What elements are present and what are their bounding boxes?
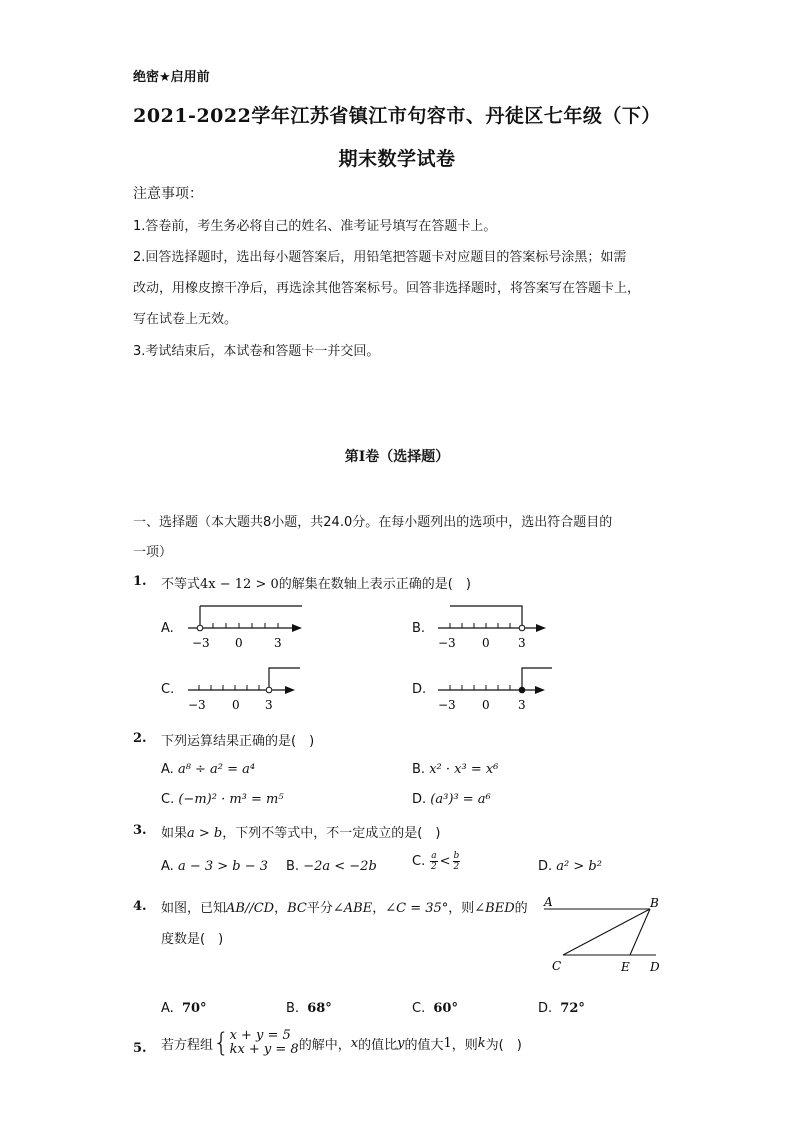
q4-option-d-value: 72°	[560, 1001, 585, 1016]
q2-option-a	[161, 762, 255, 777]
q2-option-c	[161, 792, 284, 807]
q5-var-y: y	[397, 1035, 405, 1051]
q5-eq2: kx + y = 8	[229, 1042, 299, 1057]
question-3-cond: a > b	[187, 826, 223, 841]
q4-line-be	[630, 909, 650, 955]
question-5-text	[161, 1029, 522, 1057]
question-3-text-b: ，下列不等式中，不一定成立的是( )	[222, 826, 441, 841]
q1a-open-point	[197, 625, 203, 631]
q3-c-num2: b	[453, 851, 460, 861]
question-1-expr: 4x − 12 > 0	[200, 577, 279, 592]
q4-point-d: D	[650, 960, 660, 974]
q4-option-c	[412, 1001, 458, 1016]
q1d-label-neg3: −3	[438, 698, 456, 712]
q2-option-b-label: B.	[412, 762, 426, 777]
q5-text-f: 为( )	[485, 1037, 522, 1053]
question-3-number: 3.	[133, 823, 147, 838]
q1c-bound	[269, 668, 300, 690]
q5-brace: {	[213, 1028, 230, 1058]
q2-option-b	[412, 762, 498, 777]
q3-option-c-frac2	[453, 851, 461, 872]
q4-option-b-label: B.	[286, 1001, 300, 1016]
q3-c-den1: 2	[431, 862, 437, 872]
notice-item-1: 1.答卷前，考生务必将自己的姓名、准考证号填写在答题卡上。	[133, 219, 497, 234]
q4-text-f: ∠ABE	[332, 901, 373, 916]
q4-option-a-label: A.	[161, 1001, 174, 1016]
q3-option-d-label: D.	[538, 859, 553, 874]
q1-option-c-numberline	[180, 664, 305, 716]
q4-text-d: BC	[287, 901, 307, 916]
q1c-label-3: 3	[265, 698, 273, 712]
q5-text-b: 的解中，	[298, 1037, 351, 1053]
q5-text-e: ，则	[451, 1037, 478, 1053]
q5-text-d: 的值大	[404, 1037, 444, 1053]
q2-option-a-label: A.	[161, 762, 174, 777]
q3-option-d	[538, 859, 602, 874]
q1-option-a-numberline	[180, 600, 305, 652]
q4-option-b-value: 68°	[307, 1001, 332, 1016]
q1-option-a-label: A.	[161, 621, 174, 636]
q1c-arrow	[285, 686, 295, 694]
q5-text-a: 若方程组	[161, 1037, 214, 1053]
q4-point-c: C	[552, 959, 562, 973]
q4-text-k: 的	[514, 901, 528, 916]
q4-text-i: ，则	[448, 901, 475, 916]
q1a-label-3: 3	[274, 636, 282, 650]
q1b-label-neg3: −3	[438, 636, 456, 650]
exam-title-line2: 期末数学试卷	[338, 148, 456, 170]
question-4-text-line1	[161, 897, 528, 916]
question-3-text-a: 如果	[161, 826, 188, 841]
q3-option-c-label: C.	[412, 854, 426, 869]
notice-item-2-line2: 改动，用橡皮擦干净后，再选涂其他答案标号。回答非选择题时，将答案写在答题卡上，	[133, 281, 641, 296]
question-1-text	[161, 573, 471, 592]
q1-option-c-label: C.	[161, 682, 175, 697]
q2-option-a-expr: a⁸ ÷ a² = a⁴	[177, 762, 256, 777]
question-3-text	[161, 822, 440, 841]
q3-option-d-expr: a² > b²	[556, 859, 602, 874]
q3-option-b-label: B.	[286, 859, 300, 874]
q4-option-a	[161, 1001, 207, 1016]
q1d-solid-point	[519, 687, 525, 693]
q3-option-a	[161, 859, 268, 874]
q3-option-a-label: A.	[161, 859, 174, 874]
q1-option-b-numberline	[428, 600, 553, 652]
question-5-number: 5.	[133, 1041, 147, 1056]
q5-var-x: x	[350, 1035, 359, 1051]
q3-c-num1: a	[431, 851, 437, 861]
q4-option-c-value: 60°	[433, 1001, 458, 1016]
q2-option-d-label: D.	[412, 792, 427, 807]
q4-option-c-label: C.	[412, 1001, 426, 1016]
q1d-arrow	[535, 686, 545, 694]
q4-geometry-figure	[538, 892, 668, 977]
q1b-arrow	[536, 624, 546, 632]
q1a-label-0: 0	[235, 636, 243, 650]
exam-title-line1: 2021-2022学年江苏省镇江市句容市、丹徒区七年级（下）	[133, 105, 661, 127]
question-4-number: 4.	[133, 899, 147, 914]
q1b-label-0: 0	[482, 636, 490, 650]
question-1-text-b: 的解集在数轴上表示正确的是( )	[278, 577, 471, 592]
part1-heading-line2: 一项）	[133, 545, 173, 560]
q1b-ticks	[450, 623, 510, 628]
q3-option-b	[286, 859, 377, 874]
q5-var-k: k	[477, 1035, 486, 1051]
q4-option-a-value: 70°	[181, 1001, 207, 1016]
q1-option-d-label: D.	[412, 682, 427, 697]
q4-text-b: AB//CD	[226, 901, 275, 916]
q1d-label-0: 0	[482, 698, 490, 712]
part1-heading-line1: 一、选择题（本大题共8小题，共24.0分。在每小题列出的选项中，选出符合题目的	[133, 515, 613, 530]
q1-option-b-label: B.	[412, 621, 426, 636]
q4-option-d	[538, 1001, 585, 1016]
q3-option-b-expr: −2a < −2b	[303, 859, 377, 874]
q5-one: 1	[443, 1035, 452, 1051]
q1-option-d-numberline	[428, 664, 553, 716]
question-2-number: 2.	[133, 731, 147, 746]
q2-option-b-expr: x² · x³ = x⁶	[429, 762, 499, 777]
q1c-label-neg3: −3	[188, 698, 206, 712]
q4-text-j: ∠BED	[474, 901, 515, 916]
q3-c-rel: <	[439, 854, 451, 869]
q1d-ticks	[450, 685, 510, 690]
q1a-ticks	[213, 623, 278, 628]
confidential-mark: 绝密★启用前	[133, 70, 210, 85]
question-1-text-a: 不等式	[161, 577, 201, 592]
q1d-label-3: 3	[518, 698, 526, 712]
q4-line-bc	[563, 909, 650, 955]
q4-text-e: 平分	[306, 901, 333, 916]
q3-option-c-frac1	[430, 851, 437, 872]
q1d-bound	[522, 668, 552, 690]
q1b-open-point	[519, 625, 525, 631]
q2-option-c-label: C.	[161, 792, 175, 807]
q4-point-a: A	[544, 895, 553, 909]
q3-c-den2: 2	[453, 862, 460, 872]
notice-item-3: 3.考试结束后，本试卷和答题卡一并交回。	[133, 344, 380, 359]
q4-option-b	[286, 1001, 332, 1016]
q1a-label-neg3: −3	[192, 636, 210, 650]
q5-text-c: 的值比	[358, 1037, 398, 1053]
notice-item-2-line1: 2.回答选择题时，选出每小题答案后，用铅笔把答题卡对应题目的答案标号涂黑；如需	[133, 250, 627, 265]
section-title: 第I卷（选择题）	[344, 449, 450, 465]
q3-option-c	[412, 851, 460, 872]
q4-point-b: B	[650, 896, 659, 910]
q4-text-h: ∠C = 35°	[385, 901, 449, 916]
question-4-text-line2: 度数是( )	[161, 932, 224, 947]
q1c-ticks	[199, 685, 259, 690]
q1a-arrow	[292, 624, 302, 632]
q2-option-d	[412, 792, 491, 807]
q4-point-e: E	[621, 960, 630, 974]
q3-option-a-expr: a − 3 > b − 3	[177, 859, 269, 874]
question-1-number: 1.	[133, 574, 147, 589]
notice-item-2-line3: 写在试卷上无效。	[133, 312, 238, 327]
notice-heading: 注意事项：	[133, 186, 203, 202]
q4-option-d-label: D.	[538, 1001, 553, 1016]
q2-option-d-expr: (a³)³ = a⁶	[430, 792, 491, 807]
q1c-open-point	[266, 687, 272, 693]
q4-text-c: ，	[274, 901, 288, 916]
q5-eq1: x + y = 5	[229, 1028, 291, 1043]
question-2-text: 下列运算结果正确的是( )	[161, 734, 315, 749]
q1c-label-0: 0	[232, 698, 240, 712]
q4-text-g: ，	[372, 901, 386, 916]
q2-option-c-expr: (−m)² · m³ = m⁵	[178, 792, 284, 807]
q4-text-a: 如图，已知	[161, 901, 227, 916]
q5-system	[230, 1029, 299, 1057]
q1b-label-3: 3	[518, 636, 526, 650]
